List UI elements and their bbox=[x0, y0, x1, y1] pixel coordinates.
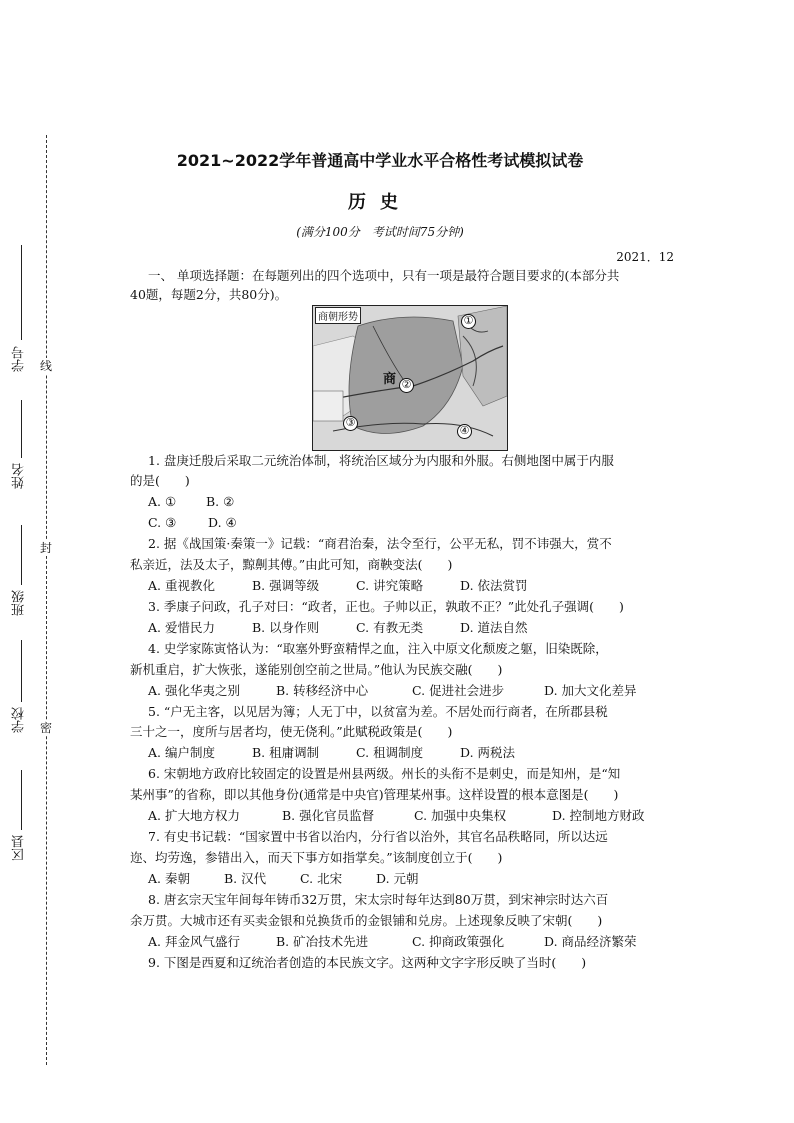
question-3-line1: 3. 季康子问政，孔子对曰：“政者，正也。子帅以正，孰敢不正？”此处孔子强调( ) bbox=[148, 599, 624, 614]
question-1-line1: 1. 盘庚迁殷后采取二元统治体制，将统治区域分为内服和外服。右侧地图中属于内服 bbox=[148, 453, 614, 468]
question-6-option-b[interactable]: B. 强化官员监督 bbox=[282, 808, 375, 823]
question-6-option-d[interactable]: D. 控制地方财政 bbox=[552, 808, 645, 823]
question-5-option-c[interactable]: C. 租调制度 bbox=[356, 745, 424, 760]
question-1-option-a[interactable]: A. ① bbox=[148, 494, 177, 509]
question-3-option-a[interactable]: A. 爱惜民力 bbox=[148, 620, 215, 635]
map-marker-1: ① bbox=[461, 314, 476, 329]
question-6-line1: 6. 宋朝地方政府比较固定的设置是州县两级。州长的头衔不是刺史，而是知州，是“知 bbox=[148, 766, 621, 781]
question-8-option-c[interactable]: C. 抑商政策强化 bbox=[412, 934, 505, 949]
question-5-line1: 5. “户无主客，以见居为簿；人无丁中，以贫富为差。不居处而行商者，在所郡县税 bbox=[148, 704, 608, 719]
question-8-option-b[interactable]: B. 矿冶技术先进 bbox=[276, 934, 369, 949]
question-6-option-a[interactable]: A. 扩大地方权力 bbox=[148, 808, 240, 823]
field-school-label: 学校 bbox=[12, 707, 27, 733]
field-class-label: 班级 bbox=[12, 590, 27, 616]
question-2-line1: 2. 据《战国策·秦策一》记载：“商君治秦，法令至行，公平无私，罚不讳强大，赏不 bbox=[148, 536, 612, 551]
map-marker-2: ② bbox=[399, 378, 414, 393]
question-5-line2: 三十之一，度所与居者均，使无侥利。”此赋税政策是( ) bbox=[130, 724, 453, 739]
question-2-option-c[interactable]: C. 讲究策略 bbox=[356, 578, 424, 593]
question-4-option-b[interactable]: B. 转移经济中心 bbox=[276, 683, 369, 698]
question-5-option-d[interactable]: D. 两税法 bbox=[460, 745, 516, 760]
field-name-label: 姓名 bbox=[12, 463, 27, 489]
question-4-line2: 新机重启，扩大恢张，遂能别创空前之世局。”他认为民族交融( ) bbox=[130, 662, 503, 677]
question-2-option-b[interactable]: B. 强调等级 bbox=[252, 578, 320, 593]
question-7-line2: 迩、均劳逸，参错出入，而天下事方如指掌矣。”该制度创立于( ) bbox=[130, 850, 503, 865]
question-8-option-d[interactable]: D. 商品经济繁荣 bbox=[544, 934, 637, 949]
binding-mark-seal: 封 bbox=[39, 541, 52, 555]
map-marker-3: ③ bbox=[343, 416, 358, 431]
question-3-option-d[interactable]: D. 道法自然 bbox=[460, 620, 528, 635]
field-name[interactable] bbox=[10, 400, 34, 510]
question-5-option-b[interactable]: B. 租庸调制 bbox=[252, 745, 320, 760]
question-7-option-b[interactable]: B. 汉代 bbox=[224, 871, 267, 886]
question-4-option-c[interactable]: C. 促进社会进步 bbox=[412, 683, 505, 698]
question-9-line1: 9. 下图是西夏和辽统治者创造的本民族文字。这两种文字字形反映了当时( ) bbox=[148, 955, 587, 970]
question-8-line2: 余万贯。大城市还有买卖金银和兑换货币的金银铺和兑房。上述现象反映了宋朝( ) bbox=[130, 913, 603, 928]
question-7-line1: 7. 有史书记载：“国家置中书省以治内，分行省以治外，其官名品秩略同，所以达远 bbox=[148, 829, 608, 844]
question-7-option-d[interactable]: D. 元朝 bbox=[376, 871, 419, 886]
question-7-option-c[interactable]: C. 北宋 bbox=[300, 871, 343, 886]
binding-dashed-line bbox=[46, 135, 47, 1065]
map-label-shang: 商 bbox=[383, 372, 397, 387]
field-class[interactable] bbox=[10, 525, 34, 640]
field-student-id[interactable] bbox=[10, 245, 34, 385]
field-student-id-label: 学号 bbox=[12, 346, 27, 372]
field-school[interactable] bbox=[10, 640, 34, 760]
exam-title: 2021~2022学年普通高中学业水平合格性考试模拟试卷 bbox=[176, 151, 584, 170]
question-3-option-c[interactable]: C. 有教无类 bbox=[356, 620, 424, 635]
exam-date: 2021．12 bbox=[616, 250, 674, 264]
question-7-option-a[interactable]: A. 秦朝 bbox=[148, 871, 190, 886]
map-marker-4: ④ bbox=[457, 424, 472, 439]
question-6-option-c[interactable]: C. 加强中央集权 bbox=[414, 808, 507, 823]
binding-mark-line: 线 bbox=[39, 359, 52, 373]
question-2-line2: 私亲近，法及太子，黥劓其傅。”由此可知，商鞅变法( ) bbox=[130, 557, 453, 572]
question-1-option-c[interactable]: C. ③ bbox=[148, 515, 177, 530]
question-1-option-d[interactable]: D. ④ bbox=[208, 515, 237, 530]
section-instructions-line1: 一、 单项选择题：在每题列出的四个选项中，只有一项是最符合题目要求的(本部分共 bbox=[148, 268, 620, 283]
question-8-line1: 8. 唐玄宗天宝年间每年铸币32万贯，宋太宗时每年达到80万贯，到宋神宗时达六百 bbox=[148, 892, 609, 907]
question-4-option-d[interactable]: D. 加大文化差异 bbox=[544, 683, 637, 698]
field-district-label: 区县 bbox=[12, 835, 27, 861]
binding-mark-secret: 密 bbox=[39, 721, 52, 735]
question-2-option-a[interactable]: A. 重视教化 bbox=[148, 578, 215, 593]
question-3-option-b[interactable]: B. 以身作则 bbox=[252, 620, 320, 635]
section-instructions-line2: 40题，每题2分，共80分)。 bbox=[130, 287, 288, 302]
field-district[interactable] bbox=[10, 770, 34, 890]
exam-info: (满分100分 考试时间75分钟) bbox=[296, 225, 464, 239]
question-5-option-a[interactable]: A. 编户制度 bbox=[148, 745, 215, 760]
question-4-line1: 4. 史学家陈寅恪认为：“取塞外野蛮精悍之血，注入中原文化颓废之躯，旧染既除， bbox=[148, 641, 608, 656]
question-4-option-a[interactable]: A. 强化华夷之别 bbox=[148, 683, 240, 698]
question-6-line2: 某州事”的省称，即以其他身份(通常是中央官)管理某州事。这样设置的根本意图是( ) bbox=[130, 787, 619, 802]
question-2-option-d[interactable]: D. 依法赏罚 bbox=[460, 578, 528, 593]
question-1-option-b[interactable]: B. ② bbox=[206, 494, 235, 509]
shang-dynasty-map bbox=[312, 305, 508, 451]
map-title: 商朝形势 bbox=[315, 307, 361, 324]
subject-title: 历史 bbox=[348, 192, 412, 213]
question-8-option-a[interactable]: A. 拜金风气盛行 bbox=[148, 934, 240, 949]
question-1-line2: 的是( ) bbox=[130, 473, 190, 488]
